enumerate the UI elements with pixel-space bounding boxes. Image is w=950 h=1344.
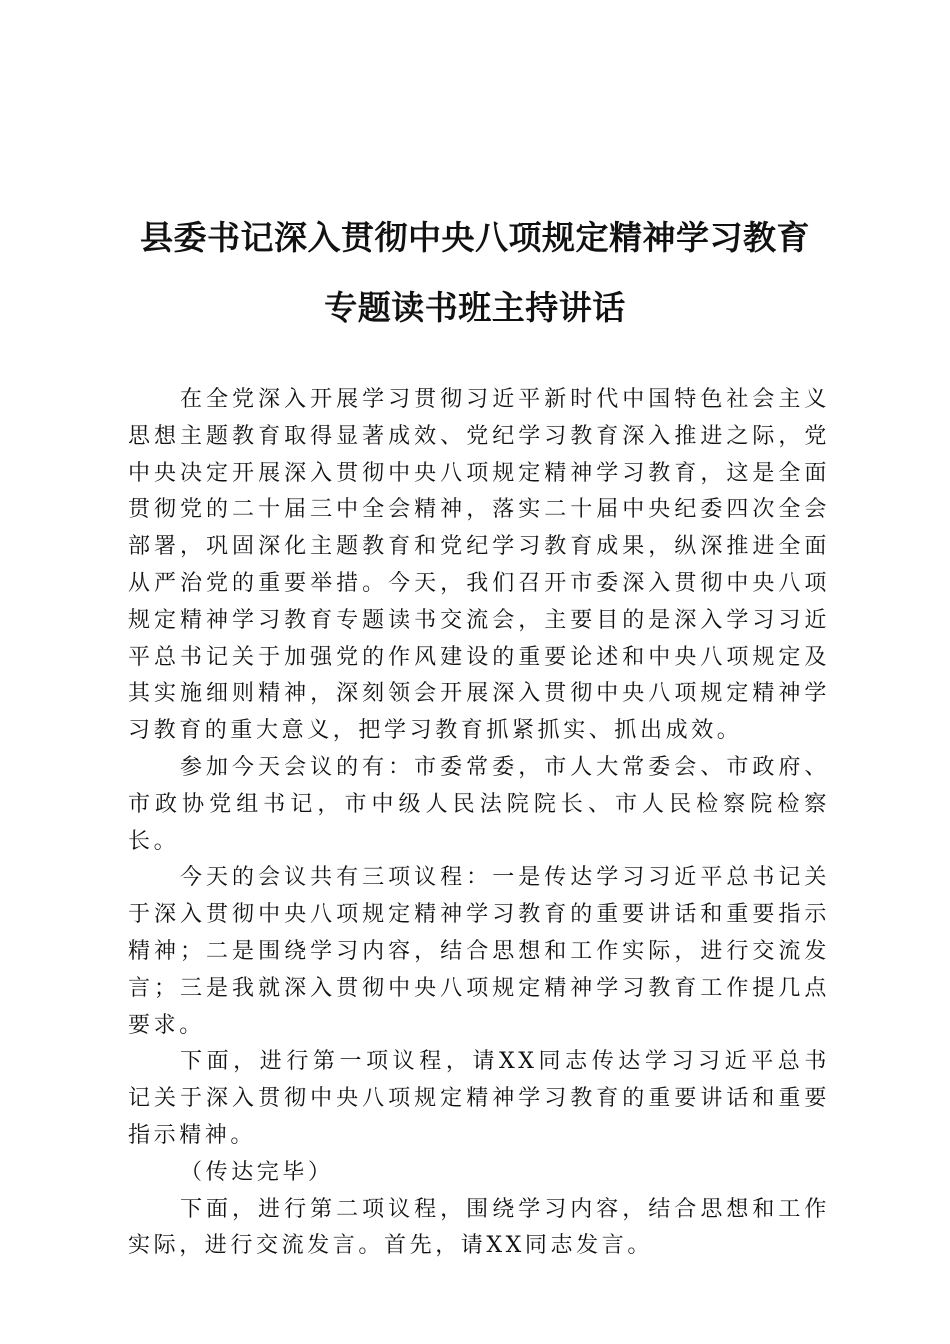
paragraph-item-two: 下面，进行第二项议程，围绕学习内容，结合思想和工作实际，进行交流发言。首先，请XX同志发言。 (128, 1196, 830, 1259)
document-body (128, 382, 830, 1265)
document-title: 县委书记深入贯彻中央八项规定精神学习教育 (140, 218, 810, 257)
document-subtitle: 专题读书班主持讲话 (324, 288, 626, 327)
paragraph-attendees: 参加今天会议的有：市委常委，市人大常委会、市政府、市政协党组书记，市中级人民法院院长、市人民检察院检察长。 (128, 754, 830, 854)
paragraph-intro: 在全党深入开展学习贯彻习近平新时代中国特色社会主义思想主题教育取得显著成效、党纪学习教育深入推进之际，党中央决定开展深入贯彻中央八项规定精神学习教育，这是全面贯彻党的二十届三中全会精神，落实二十届中央纪委四次全会部署，巩固深化主题教育和党纪学习教育成果，纵深推进全面从严治党的重要举措。今天，我们召开市委深入贯彻中央八项规定精神学习教育专题读书交流会，主要目的是深入学习习近平总书记关于加强党的作风建设的重要论述和中央八项规定及其实施细则精神，深刻领会开展深入贯彻中央八项规定精神学习教育的重大意义，把学习教育抓紧抓实、抓出成效。 (128, 387, 830, 744)
paragraph-agenda: 今天的会议共有三项议程：一是传达学习习近平总书记关于深入贯彻中央八项规定精神学习教育的重要讲话和重要指示精神；二是围绕学习内容，结合思想和工作实际，进行交流发言；三是我就深入贯彻中央八项规定精神学习教育工作提几点要求。 (128, 865, 830, 1038)
paragraph-item-one: 下面，进行第一项议程，请XX同志传达学习习近平总书记关于深入贯彻中央八项规定精神学习教育的重要讲话和重要指示精神。 (128, 1049, 830, 1148)
paragraph-relay-done: （传达完毕） (180, 1159, 334, 1185)
